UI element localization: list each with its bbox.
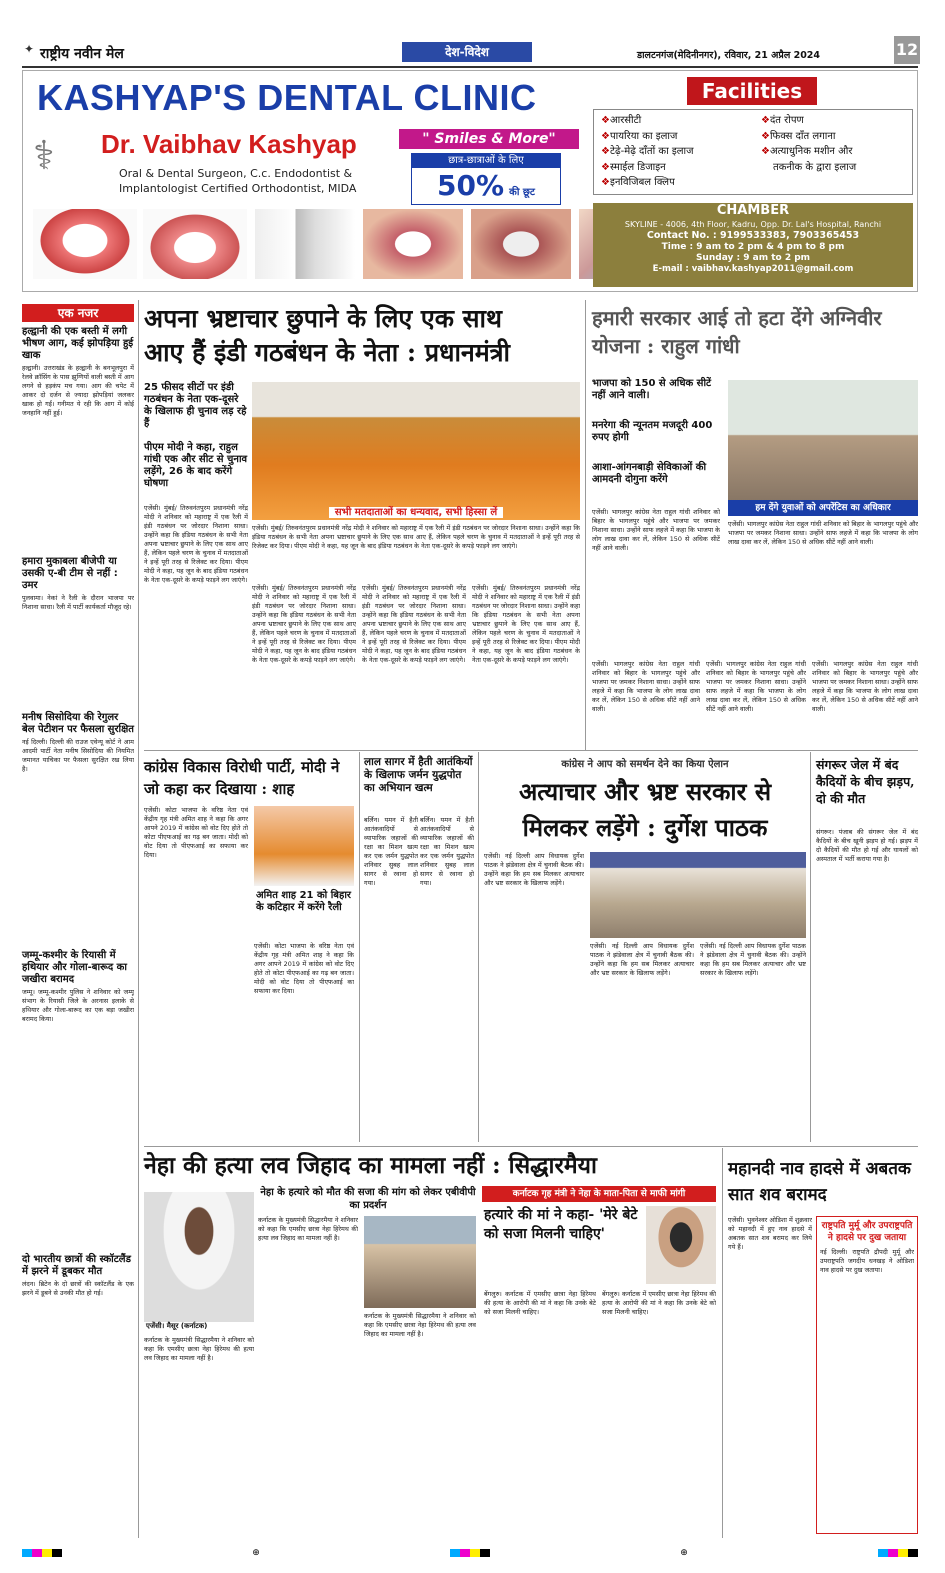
dental-ad [22, 70, 918, 292]
shah-body-col-2: एजेंसी। कोटा भाजपा के वरिष्ठ नेता एवं केंद्रीय गृह मंत्री अमित शाह ने कहा कि अगर आपने 2019 में कांग्रेस को वोट दिए होते तो कोटा पीएफआई का गढ़ बन जाता। मोदी को वोट दिया तो पीएफआई का सफाया कर दिया। [254, 942, 354, 995]
rahul-body-col-1: एजेंसी। भागलपुर कांग्रेस नेता राहुल गांधी शनिवार को बिहार के भागलपुर पहुंचे और भाजपा पर जमकर निशाना साधा। उन्होंने साफ लहजे में कहा कि भाजपा के लोग लाख दावा कर लें, लेकिन 150 से अधिक सीटें नहीं आने वाली। [592, 508, 720, 552]
brief-2 [22, 556, 134, 706]
lead-body-col-2: एजेंसी। मुंबई/ तिरुवनंतपुरम प्रधानमंत्री नरेंद्र मोदी ने शनिवार को महाराष्ट्र में एक रैली में इंडी गठबंधन पर जोरदार निशाना साधा। उन्होंने कहा कि इंडिया गठबंधन के सभी नेता अपना भ्रष्टाचार छुपाने के लिए एक साथ आए हैं, लेकिन पहले चरण के चुनाव में मतदाताओं ने इन्हें पूरी तरह से रिजेक्ट कर दिया। पीएम मोदी ने कहा, यह जून के बाद इंडिया गठबंधन के नेता एक-दूसरे के कपड़े फाड़ने लग जाएंगे। [252, 584, 356, 664]
registration-mark: ⊕ [680, 1548, 688, 1558]
brief-title: दो भारतीय छात्रों की स्कॉटलैंड में झरने में डूबकर मौत [22, 1254, 131, 1277]
left-col-rule [138, 300, 139, 1538]
rahul-body-col-3: एजेंसी। भागलपुर कांग्रेस नेता राहुल गांधी शनिवार को बिहार के भागलपुर पहुंचे और भाजपा पर जमकर निशाना साधा। उन्होंने साफ लहजे में कहा कि भाजपा के लोग लाख दावा कर लें, लेकिन 150 से अधिक सीटें नहीं आने वाली। [592, 660, 700, 713]
mid-rule-1 [144, 750, 918, 751]
mid-rule-2 [144, 1146, 918, 1147]
offer-suffix: की छूट [509, 187, 535, 198]
shah-photo-caption: अमित शाह 21 को बिहार के कटिहार में करेंगे रैली [256, 890, 352, 913]
page-number: 12 [894, 36, 920, 64]
lead-headline-2: आए हैं इंडी गठबंधन के नेता : प्रधानमंत्री [144, 338, 511, 367]
rahul-body-col-5: एजेंसी। भागलपुर कांग्रेस नेता राहुल गांधी शनिवार को बिहार के भागलपुर पहुंचे और भाजपा पर जमकर निशाना साधा। उन्होंने साफ लहजे में कहा कि भाजपा के लोग लाख दावा कर लें, लेकिन 150 से अधिक सीटें नहीं आने वाली। [812, 660, 918, 713]
facilities-right-list [761, 113, 856, 175]
brief-body: जम्मू। जम्मू-कश्मीर पुलिस ने शनिवार को जम्मू संभाग के रियासी जिले के अरनास इलाके से हथियार और गोला-बारूद का एक बड़ा जखीरा बरामद किया। [22, 988, 134, 1023]
registration-mark: ⊕ [252, 1548, 260, 1558]
facilities-title: Facilities [701, 79, 803, 103]
mother-kicker-box [482, 1186, 716, 1202]
lead-caption-text: सभी मतदाताओं का धन्यवाद, सभी हिस्सा लें [329, 507, 503, 518]
chamber-sunday: Sunday : 9 am to 2 pm [695, 253, 811, 263]
qualification-2: Implantologist Certified Orthodontist, MIDA [119, 182, 357, 195]
brief-5 [22, 1254, 134, 1534]
brief-4 [22, 950, 134, 1250]
pathak-photo [590, 852, 806, 938]
lalsagar-body-col-2: बर्लिन। यमन में हैती आतंकवादियों से व्यापारिक जहाजों की रक्षा का मिशन खत्म कर एक जर्मन युद्धपोत शनिवार सुबह लाल सागर से रवाना हो गया। [420, 816, 474, 887]
rahul-headline: हमारी सरकार आई तो हटा देंगे अग्निवीर योजना : राहुल गांधी [592, 306, 882, 358]
abvp-protest-photo [364, 1216, 476, 1308]
facility-item: ❖ इनविजिबल क्लिप [601, 175, 694, 191]
masthead [22, 38, 918, 68]
clinic-name: KASHYAP'S DENTAL CLINIC [37, 77, 537, 118]
brief-body: पुलवामा। नेकां ने रैली के दौरान भाजपा पर निशाना साधा। रैली में पार्टी कार्यकर्ता मौजूद रहे। [22, 594, 134, 611]
rahul-photo-caption [728, 500, 918, 516]
color-swatch-right [878, 1549, 918, 1557]
neha-photo-caption: एजेंसी। मैसूर (कर्नाटक) [146, 1322, 208, 1330]
mother-body-col-1: बेंगलुरु। कर्नाटक में एमसीए छात्रा नेहा हिरेमथ की हत्या के आरोपी की मां ने कहा कि उनके बेटे को सजा मिलनी चाहिए। [484, 1290, 596, 1316]
pathak-right-rule [810, 752, 811, 1142]
section-tab [402, 42, 532, 62]
masthead-rule [22, 66, 918, 68]
murmu-box-body: नई दिल्ली। राष्ट्रपति द्रौपदी मुर्मू और उपराष्ट्रपति जगदीप धनखड़ ने ओडिशा नाव हादसे पर दुख जताया। [820, 1248, 914, 1274]
brief-title: हल्द्वानी की एक बस्ती में लगी भीषण आग, कई झोपड़िया हुई खाक [22, 326, 134, 361]
braces-photo [471, 209, 571, 279]
sangrur-body: संगरूर। पंजाब की संगरूर जेल में बंद कैदियों के बीच खूनी झड़प हो गई। झड़प में दो कैदियों की मौत हो गई और घायलों को अस्पताल में भर्ती कराया गया है। [816, 828, 918, 863]
facility-item: ❖ आरसीटी [601, 113, 694, 129]
paper-name: राष्ट्रीय नवीन मेल [40, 46, 124, 62]
neha-body-col-1: कर्नाटक के मुख्यमंत्री सिद्धारमैया ने शनिवार को कहा कि एमसीए छात्रा नेहा हिरेमथ की हत्या लव जिहाद का मामला नहीं है। [144, 1336, 254, 1362]
neha-body-col-2: कर्नाटक के मुख्यमंत्री सिद्धारमैया ने शनिवार को कहा कि एमसीए छात्रा नेहा हिरेमथ की हत्या लव जिहाद का मामला नहीं है। [258, 1216, 358, 1242]
shah-headline: कांग्रेस विकास विरोधी पार्टी, मोदी ने जो कहा कर दिखाया : शाह [144, 758, 340, 798]
color-swatch-mid [450, 1549, 490, 1557]
facility-item: ❖ अत्याधुनिक मशीन और [761, 144, 856, 160]
lead-body-col-4: एजेंसी। मुंबई/ तिरुवनंतपुरम प्रधानमंत्री नरेंद्र मोदी ने शनिवार को महाराष्ट्र में एक रैली में इंडी गठबंधन पर जोरदार निशाना साधा। उन्होंने कहा कि इंडिया गठबंधन के सभी नेता अपना भ्रष्टाचार छुपाने के लिए एक साथ आए हैं, लेकिन पहले चरण के चुनाव में मतदाताओं ने इन्हें पूरी तरह से रिजेक्ट कर दिया। पीएम मोदी ने कहा, यह जून के बाद इंडिया गठबंधन के नेता एक-दूसरे के कपड़े फाड़ने लग जाएंगे। [472, 584, 580, 664]
sangrur-headline: संगरूर जेल में बंद कैदियों के बीच झड़प, दो की मौत [816, 757, 915, 806]
pathak-kicker: कांग्रेस ने आप को समर्थन देने का किया ऐलान [561, 759, 729, 770]
chamber-box [593, 203, 913, 287]
lead-body-col-1: एजेंसी। मुंबई/ तिरुवनंतपुरम प्रधानमंत्री नरेंद्र मोदी ने शनिवार को महाराष्ट्र में एक रैली में इंडी गठबंधन पर जोरदार निशाना साधा। उन्होंने कहा कि इंडिया गठबंधन के सभी नेता अपना भ्रष्टाचार छुपाने के लिए एक साथ आए हैं, लेकिन पहले चरण के चुनाव में मतदाताओं ने इन्हें पूरी तरह से रिजेक्ट कर दिया। पीएम मोदी ने कहा, यह जून के बाद इंडिया गठबंधन के नेता एक-दूसरे के कपड़े फाड़ने लग जाएंगे। [144, 504, 248, 584]
color-swatch-left [22, 1549, 62, 1557]
brief-body: हल्द्वानी। उत्तराखंड के हल्द्वानी के बनभूलपुरा में रेलवे क्रॉसिंग के पास झुग्गियों वाली बस्ती में आग लगने से हड़कंप मच गया। आग की चपेट में आकर दो दर्जन से ज्यादा झोपड़ियां जलकर खाक हो गईं। गनीमत ये रही कि आग में कोई जनहानि नहीं हुई। [22, 364, 134, 417]
offer-box [411, 153, 561, 205]
mahanadi-body-col-1: एजेंसी। भुवनेश्वर ओडिशा में शुक्रवार को महानदी में हुए नाव हादसे में अबतक सात शव बरामद कर लिये गये हैं। [728, 1216, 812, 1251]
facility-item: ❖ पायरिया का इलाज [601, 129, 694, 145]
smile-photo [363, 209, 463, 279]
shah-right-rule [359, 752, 360, 1142]
offer-text: छात्र-छात्राओं के लिए [412, 154, 560, 168]
neha-headline: नेहा की हत्या लव जिहाद का मामला नहीं : सिद्धारमैया [144, 1152, 597, 1179]
mahanadi-left-rule [722, 1148, 723, 1538]
brief-title: मनीष सिसोदिया की रेगुलर बेल पेटीशन पर फैसला सुरक्षित [22, 712, 134, 735]
facility-item: ❖ टेढ़े-मेढ़े दाँतों का इलाज [601, 144, 694, 160]
mother-kicker: कर्नाटक गृह मंत्री ने नेहा के माता-पिता से माफी मांगी [512, 1189, 686, 1199]
chamber-contact: Contact No. : 9199533383, 7903365453 [646, 230, 860, 241]
lalsagar-body-col-1: बर्लिन। यमन में हैती आतंकवादियों से व्यापारिक जहाजों की रक्षा का मिशन खत्म कर एक जर्मन युद्धपोत शनिवार सुबह लाल सागर से रवाना हो गया। [364, 816, 418, 887]
lalsagar-headline: लाल सागर में हैती आतंकियों के खिलाफ जर्मन युद्धपोत का अभियान खत्म [364, 756, 473, 794]
accused-photo [646, 1206, 716, 1284]
brief-title: जम्मू-कश्मीर के रियासी में हथियार और गोला-बारूद का जखीरा बरामद [22, 950, 127, 985]
lead-body-col-3: एजेंसी। मुंबई/ तिरुवनंतपुरम प्रधानमंत्री नरेंद्र मोदी ने शनिवार को महाराष्ट्र में एक रैली में इंडी गठबंधन पर जोरदार निशाना साधा। उन्होंने कहा कि इंडिया गठबंधन के सभी नेता अपना भ्रष्टाचार छुपाने के लिए एक साथ आए हैं, लेकिन पहले चरण के चुनाव में मतदाताओं ने इन्हें पूरी तरह से रिजेक्ट कर दिया। पीएम मोदी ने कहा, यह जून के बाद इंडिया गठबंधन के नेता एक-दूसरे के कपड़े फाड़ने लग जाएंगे। [362, 584, 466, 664]
lead-right-rule [585, 300, 586, 750]
siddaramaiah-photo [144, 1192, 254, 1322]
rahul-caption-text: हम देंगे युवाओं को अपरेंटिस का अधिकार [755, 503, 891, 513]
rahul-subhead-2: मनरेगा की न्यूनतम मजदूरी 400 रुपए होगी [592, 420, 713, 443]
rahul-body-col-4: एजेंसी। भागलपुर कांग्रेस नेता राहुल गांधी शनिवार को बिहार के भागलपुर पहुंचे और भाजपा पर जमकर निशाना साधा। उन्होंने साफ लहजे में कहा कि भाजपा के लोग लाख दावा कर लें, लेकिन 150 से अधिक सीटें नहीं आने वाली। [706, 660, 806, 713]
tagline-box [399, 129, 579, 149]
offer-percent: 50% [437, 169, 505, 202]
lead-headline-1: अपना भ्रष्टाचार छुपाने के लिए एक साथ [144, 304, 502, 333]
print-color-bar [22, 1548, 918, 1558]
facility-item: ❖ दंत रोपण [761, 113, 856, 129]
mother-headline: हत्यारे की मां ने कहा- 'मेरे बेटे को सजा मिलनी चाहिए' [484, 1207, 638, 1242]
facility-item: ❖ फिक्स दाँत लगाना [761, 129, 856, 145]
section-label: देश-विदेश [445, 45, 489, 59]
brief-body: नई दिल्ली। दिल्ली की राउज एवेन्यू कोर्ट ने आम आदमी पार्टी नेता मनीष सिसोदिया की नियमित जमानत याचिका पर फैसला सुरक्षित रख लिया है। [22, 738, 134, 773]
tagline: " Smiles & More" [422, 131, 556, 147]
pathak-body-col-2: एजेंसी। नई दिल्ली आप विधायक दुर्गेश पाठक ने झंडेवाला क्षेत्र में चुनावी बैठक की। उन्होंने कहा कि हम सब मिलकर अत्याचार और भ्रष्ट सरकार के खिलाफ लड़ेंगे। [590, 942, 694, 977]
caduceus-icon: ⚕ [33, 133, 55, 179]
brief-title: हमारा मुकाबला बीजेपी या उसकी ए-बी टीम से नहीं : उमर [22, 556, 118, 591]
murmu-box-title: राष्ट्रपति मुर्मू और उपराष्ट्रपति ने हादसे पर दुख जताया [821, 1221, 913, 1243]
doctor-name: Dr. Vaibhav Kashyap [101, 129, 357, 159]
mother-body-col-2: बेंगलुरु। कर्नाटक में एमसीए छात्रा नेहा हिरेमथ की हत्या के आरोपी की मां ने कहा कि उनके बेटे को सजा मिलनी चाहिए। [602, 1290, 716, 1316]
shah-photo [254, 806, 354, 886]
ek-nazar-text: एक नजर [57, 306, 99, 320]
pathak-body-col-3: एजेंसी। नई दिल्ली आप विधायक दुर्गेश पाठक ने झंडेवाला क्षेत्र में चुनावी बैठक की। उन्होंने कहा कि हम सब मिलकर अत्याचार और भ्रष्ट सरकार के खिलाफ लड़ेंगे। [700, 942, 806, 977]
neha-body-col-3: कर्नाटक के मुख्यमंत्री सिद्धारमैया ने शनिवार को कहा कि एमसीए छात्रा नेहा हिरेमथ की हत्या लव जिहाद का मामला नहीं है। [364, 1312, 476, 1338]
facilities-title-box [687, 77, 817, 105]
brief-body: लंदन। ब्रिटेन के दो छात्रों की स्कॉटलैंड के एक झरने में डूबने से उनकी मौत हो गई। [22, 1280, 134, 1297]
shah-body-col-1: एजेंसी। कोटा भाजपा के वरिष्ठ नेता एवं केंद्रीय गृह मंत्री अमित शाह ने कहा कि अगर आपने 2019 में कांग्रेस को वोट दिए होते तो कोटा पीएफआई का गढ़ बन जाता। मोदी को वोट दिया तो पीएफआई का सफाया कर दिया। [144, 806, 248, 859]
chamber-time: Time : 9 am to 2 pm & 4 pm to 8 pm [661, 242, 845, 252]
facility-item: तकनीक के द्वारा इलाज [773, 161, 857, 173]
lead-subhead-1: 25 फीसद सीटों पर इंडी गठबंधन के नेता एक-दूसरे के खिलाफ ही चुनाव लड़ रहे हैं [144, 382, 247, 429]
chamber-address: SKYLINE - 4006, 4th Floor, Kadru, Opp. Dr. Lal's Hospital, Ranchi [624, 220, 882, 229]
mahanadi-headline: महानदी नाव हादसे में अबतक सात शव बरामद [728, 1159, 911, 1205]
brief-3 [22, 712, 134, 944]
chamber-email: E-mail : vaibhav.kashyap2011@gmail.com [652, 264, 854, 274]
rahul-subhead-1: भाजपा को 150 से अधिक सीटें नहीं आने वाली। [592, 378, 712, 401]
facilities-left-list [601, 113, 694, 191]
murmu-box [816, 1216, 918, 1534]
lead-subhead-2: पीएम मोदी ने कहा, राहुल गांधी एक और सीट से चुनाव लड़ेंगे, 26 के बाद करेंगे घोषणा [144, 442, 248, 489]
qualification-1: Oral & Dental Surgeon, C.c. Endodontist & [119, 167, 353, 180]
lead-photo-caption [252, 506, 580, 520]
ek-nazar-label [22, 304, 134, 322]
brief-1 [22, 326, 134, 554]
rahul-body-col-2: एजेंसी। भागलपुर कांग्रेस नेता राहुल गांधी शनिवार को बिहार के भागलपुर पहुंचे और भाजपा पर जमकर निशाना साधा। उन्होंने साफ लहजे में कहा कि भाजपा के लोग लाख दावा कर लें, लेकिन 150 से अधिक सीटें नहीं आने वाली। [728, 520, 918, 546]
implant-photo [255, 209, 355, 279]
chamber-title: CHAMBER [716, 203, 790, 218]
pathak-headline: अत्याचार और भ्रष्ट सरकार से मिलकर लड़ेंगे : दुर्गेश पाठक [518, 777, 772, 842]
paper-logo-bird-icon: ✦ [24, 42, 35, 56]
denture-photo-1 [33, 209, 137, 279]
rahul-rally-photo [728, 380, 918, 516]
lead-body-wide: एजेंसी। मुंबई/ तिरुवनंतपुरम प्रधानमंत्री नरेंद्र मोदी ने शनिवार को महाराष्ट्र में एक रैली में इंडी गठबंधन पर जोरदार निशाना साधा। उन्होंने कहा कि इंडिया गठबंधन के सभी नेता अपना भ्रष्टाचार छुपाने के लिए एक साथ आए हैं, लेकिन पहले चरण के चुनाव में मतदाताओं ने इन्हें पूरी तरह से रिजेक्ट कर दिया। पीएम मोदी ने कहा, यह जून के बाद इंडिया गठबंधन के नेता एक-दूसरे के कपड़े फाड़ने लग जाएंगे। [252, 524, 580, 550]
rahul-subhead-3: आशा-आंगनबाड़ी सेविकाओं की आमदनी दोगुना करेंगे [592, 462, 707, 485]
dateline: डालटनगंज(मेदिनीनगर), रविवार, 21 अप्रैल 2024 [637, 50, 821, 61]
lead-rally-photo [252, 382, 580, 520]
neha-subhead: नेहा के हत्यारे को मौत की सजा की मांग को लेकर एबीवीपी का प्रदर्शन [260, 1187, 476, 1211]
denture-photo-2 [143, 209, 247, 279]
pathak-body-col-1: एजेंसी। नई दिल्ली आप विधायक दुर्गेश पाठक ने झंडेवाला क्षेत्र में चुनावी बैठक की। उन्होंने कहा कि हम सब मिलकर अत्याचार और भ्रष्ट सरकार के खिलाफ लड़ेंगे। [484, 852, 584, 887]
lalsagar-right-rule [478, 752, 479, 1142]
facility-item: ❖ स्माईल डिजाइन [601, 160, 694, 176]
